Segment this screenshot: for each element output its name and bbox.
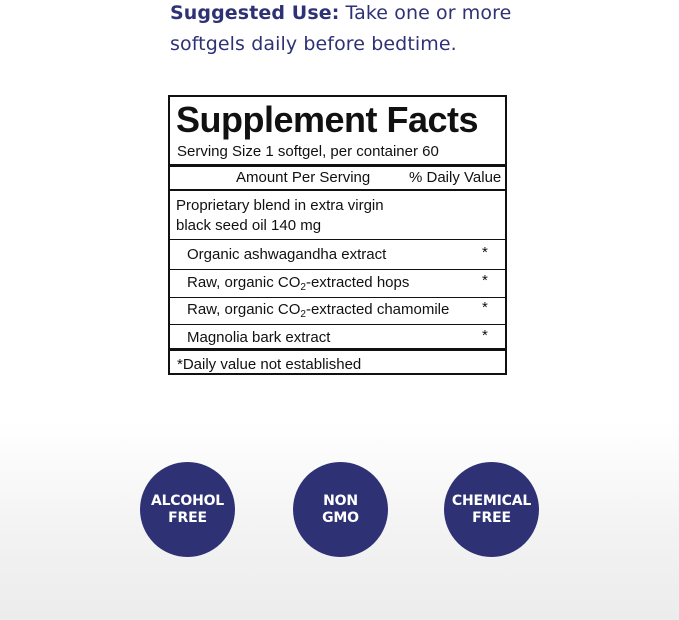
ingredient-chamomile-post: -extracted chamomile: [305, 301, 450, 318]
ingredient-chamomile-dv: *: [482, 299, 488, 316]
badge-line-1: NON: [323, 492, 358, 509]
suggested-use-label: Suggested Use:: [170, 2, 340, 24]
alcohol-free-badge: [140, 462, 235, 557]
ingredient-ashwagandha-dv: *: [482, 244, 488, 261]
chemical-free-badge: [444, 462, 539, 557]
ingredient-magnolia-dv: *: [482, 327, 488, 344]
ingredient-chamomile: [187, 300, 449, 320]
blend-line-2: black seed oil 140 mg: [176, 217, 322, 234]
ingredient-hops-dv: *: [482, 272, 488, 289]
daily-value-footnote: *Daily value not established: [177, 356, 362, 373]
thick-rule: [170, 164, 505, 167]
blend-line-1: Proprietary blend in extra virgin: [176, 197, 384, 214]
suggested-use-text: Take one or more softgels daily before bedtime.: [170, 2, 512, 55]
badge-line-2: GMO: [322, 509, 359, 526]
ingredient-hops-post: -extracted hops: [305, 274, 410, 291]
header-daily-value: % Daily Value: [409, 169, 502, 186]
badge-line-1: ALCOHOL: [150, 492, 225, 509]
bottom-thick-rule: [170, 348, 505, 351]
ingredient-hops: [187, 273, 409, 293]
header-rule: [170, 189, 505, 191]
badge-line-2: FREE: [168, 509, 207, 526]
suggested-use: [170, 0, 530, 60]
ingredient-hops-pre: Raw, organic CO: [187, 274, 301, 291]
row-divider: [170, 324, 505, 325]
row-divider: [170, 239, 505, 240]
ingredient-ashwagandha: Organic ashwagandha extract: [187, 246, 387, 263]
header-amount-per-serving: Amount Per Serving: [236, 169, 371, 186]
ingredient-hops-subscript: 2: [300, 282, 306, 293]
ingredient-chamomile-pre: Raw, organic CO: [187, 301, 301, 318]
serving-size: Serving Size 1 softgel, per container 60: [177, 143, 439, 160]
supplement-facts-panel: [168, 95, 507, 375]
ingredient-magnolia: Magnolia bark extract: [187, 329, 331, 346]
ingredient-chamomile-subscript: 2: [300, 309, 306, 320]
badge-line-1: CHEMICAL: [451, 492, 532, 509]
badge-line-2: FREE: [472, 509, 511, 526]
supplement-facts-title: Supplement Facts: [176, 99, 479, 140]
non-gmo-badge: [293, 462, 388, 557]
row-divider: [170, 269, 505, 270]
row-divider: [170, 297, 505, 298]
